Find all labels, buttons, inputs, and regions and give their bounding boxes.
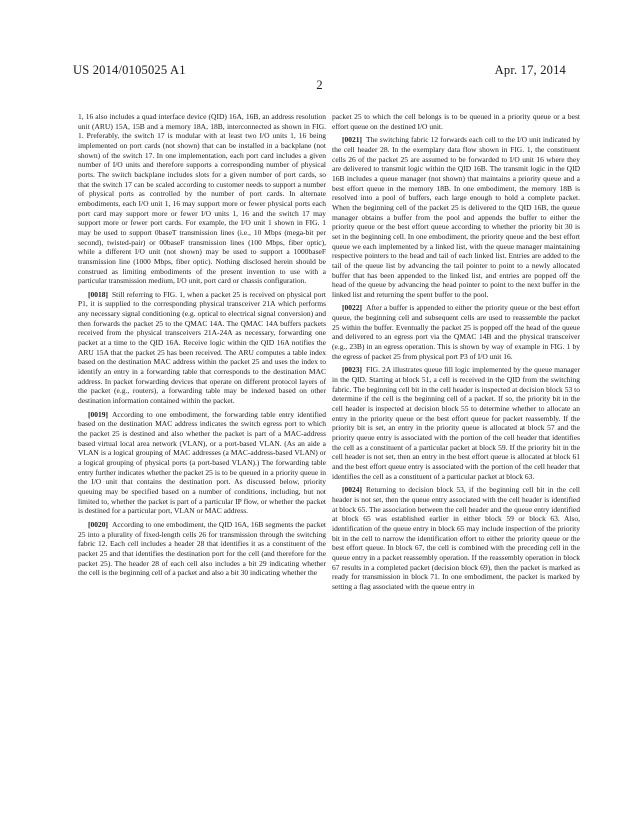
- paragraph-text: After a buffer is appended to either the priority queue or the best effort queue, the beginning cell and subsequent cells are used to reassemble the packet 25 within the buffer. Eventually the packet 25 is popped off the head of the queue and delivered to an egress port via the QMAC 14B and the physical transceiver (e.g., 23B) in an egress operation. This is shown by way of example in FIG. 1 by the egress of packet 25 from physical port P3 of I/O unit 16.: [332, 303, 580, 361]
- paragraph-0024: [332, 485, 580, 591]
- page-number: 2: [316, 78, 323, 92]
- paragraph-number: [0023]: [342, 365, 362, 375]
- paragraph-continuation: [332, 112, 580, 131]
- paragraph-text: Returning to decision block 53, if the beginning cell bit in the cell header is not set, then the queue entry associated with the cell header is identified at block 65. The association between the cell header and the queue entry identified at block 65 was established earlier in either block 59 or block 63. Also, identification of the queue entry in block 65 may include inspection of the priority bit in the cell to narrow the identification effort to either the priority queue or the best effort queue. In block 67, the cell is combined with the preceding cell in the queue entry in a packet reassembly operation. If the reassembly operation in block 67 results in a completed packet (decision block 69), then the packet is marked as ready for transmission in block 71. In one embodiment, the packet is marked by setting a flag associated with the queue entry in: [332, 485, 580, 591]
- paragraph-0021: [332, 135, 580, 299]
- paragraph-continuation: [78, 112, 326, 286]
- paragraph-number: [0018]: [88, 289, 108, 299]
- paragraph-text: packet 25 to which the cell belongs is to be queued in a priority queue or a best effort queue on the destined I/O unit.: [332, 112, 580, 131]
- paragraph-number: [0024]: [342, 485, 362, 495]
- paragraph-text: The switching fabric 12 forwards each cell to the I/O unit indicated by the cell header 28. In the exemplary data flow shown in FIG. 1, the constituent cells 26 of the packet 25 are assumed to be forwarded to I/O unit 16 where they are delivered to transmit logic within the QID 16B. The transmit logic in the QID 16B includes a queue manager (not shown) that maintains a priority queue and a best effort queue in the memory 18B. In one embodiment, the memory 18B is resolved into a pool of buffers, each large enough to hold a complete packet. When the beginning cell of the packet 25 is delivered to the QID 16B, the queue manager obtains a buffer from the pool and appends the buffer to either the priority queue or the best effort queue according to whether the priority bit 30 is set in the beginning cell. In one embodiment, the priority queue and the best effort queue we each implemented by a linked list, with the queue manager maintaining respective pointers to the head and tail of each linked list. Entries are added to the tail of the queue list by advancing the tail pointer to point to a newly allocated buffer that has been appended to the linked list, and entries are popped off the head of the queue by advancing the head pointer to point to the next buffer in the linked list and returning the spent buffer to the pool.: [332, 135, 580, 299]
- paragraph-text: Still referring to FIG. 1, when a packet 25 is received on physical port P1, it is supplied to the corresponding physical transceiver 21A which performs any necessary signal conditioning (e.g. optical to electrical signal conversion) and then forwards the packet 25 to the QMAC 14A. The QMAC 14A buffers packets received from the physical transceivers 21A-24A as necessary, forwarding one packet at a time to the QID 16A. Receive logic within the QID 16A notifies the ARU 15A that the packet 25 has been received. The ARU computes a table index based on the destination MAC address within the packet 25 and uses the index to identify an entry in a forwarding table that corresponds to the destination MAC address. In packet forwarding devices that operate on different protocol layers of the packet (e.g., routers), a forwarding table may be indexed based on other destination information contained within the packet.: [78, 289, 326, 406]
- publication-date: Apr. 17, 2014: [494, 63, 566, 77]
- right-column: [332, 112, 580, 596]
- paragraph-number: [0022]: [342, 303, 362, 313]
- paragraph-text: FIG. 2A illustrates queue fill logic implemented by the queue manager in the QID. Starting at block 51, a cell is received in the QID from the switching fabric. The beginning cell bit in the cell header is inspected at decision block 53 to determine if the cell is the beginning cell of a packet. If so, the priority bit in the cell header is inspected at decision block 55 to determine whether to allocate an entry in the priority queue or the best effort queue for packet reassembly. If the priority bit is set, an entry in the priority queue is allocated at block 57 and the priority queue entry is associated with the portion of the cell header that identifies the cell as a constituent of a particular packet at block 59. If the priority bit in the cell header is not set, then an entry in the best effort queue is allocated at block 61 and the best effort queue entry is associated with the portion of the cell header that identifies the cell as a constituent of a particular packet at block 63.: [332, 365, 580, 481]
- paragraph-0023: [332, 365, 580, 481]
- publication-number: US 2014/0105025 A1: [73, 63, 186, 77]
- paragraph-text: According to one embodiment, the QID 16A, 16B segments the packet 25 into a plurality of fixed-length cells 26 for transmission through the switching fabric 12. Each cell includes a header 28 that identifies it as a constituent of the packet 25 and that identifies the destination port for the cell (and therefore for the packet 25). The header 28 of each cell also includes a bit 29 indicating whether the cell is the beginning cell of a packet and also a bit 30 indicating whether the: [78, 519, 326, 578]
- paragraph-number: [0021]: [342, 135, 362, 145]
- paragraph-text: According to one embodiment, the forwarding table entry identified based on the destination MAC address indicates the switch egress port to which the packet 25 is destined and also whether the packet is part of a MAC-address based virtual local area network (VLAN), or a port-based VLAN. (As an aide a VLAN is a logical grouping of MAC addresses (a MAC-address-based VLAN) or a logical grouping of physical ports (a port-based VLAN).) The forwarding table entry further indicates whether the packet 25 is to be queued in a priority queue in the I/O unit that contains the destination port. As discussed below, priority queuing may be specified based on a number of conditions, including, but not limited to, whether the packet is part of a particular IP flow, or whether the packet is destined for a particular port, VLAN or MAC address.: [78, 409, 326, 516]
- paragraph-text: 1, 16 also includes a quad interface device (QID) 16A, 16B, an address resolution unit (ARU) 15A, 15B and a memory 18A, 18B, interconnected as shown in FIG. 1. Preferably, the switch 17 is modular with at least two I/O units 1, 16 being implemented on port cards (not shown) that can be installed in a backplane (not shown) of the switch 17. In one implementation, each port card includes a given number of I/O units and therefore supports a corresponding number of physical ports. The switch backplane includes slots for a given number of port cards, so that the switch 17 can be scaled according to customer needs to support a number of physical ports as controlled by the number of port cards. In alternate embodiments, each I/O unit 1, 16 may support more or fewer physical ports each port card may support more or fewer I/O units 1, 16 and the switch 17 may support more or fewer port cards. For example, the I/O unit 1 shown in FIG. 1 may be used to support 0baseT transmission lines (i.e., 10 Mbps (mega-bit per second), twisted-pair) or 00baseF transmission lines (100 Mbps, fiber optic), while a different I/O unit (not shown) may be used to support a 1000baseF transmission line (1000 Mbps, fiber optic). Nothing disclosed herein should be construed as limiting embodiments of the present invention to use with a particular transmission medium, I/O unit, port card or chassis configuration.: [78, 112, 326, 286]
- left-column: [78, 112, 326, 582]
- paragraph-number: [0019]: [88, 409, 108, 419]
- paragraph-0019: [78, 410, 326, 516]
- paragraph-number: [0020]: [88, 519, 108, 529]
- paragraph-0020: [78, 520, 326, 578]
- paragraph-0022: [332, 303, 580, 361]
- paragraph-0018: [78, 290, 326, 406]
